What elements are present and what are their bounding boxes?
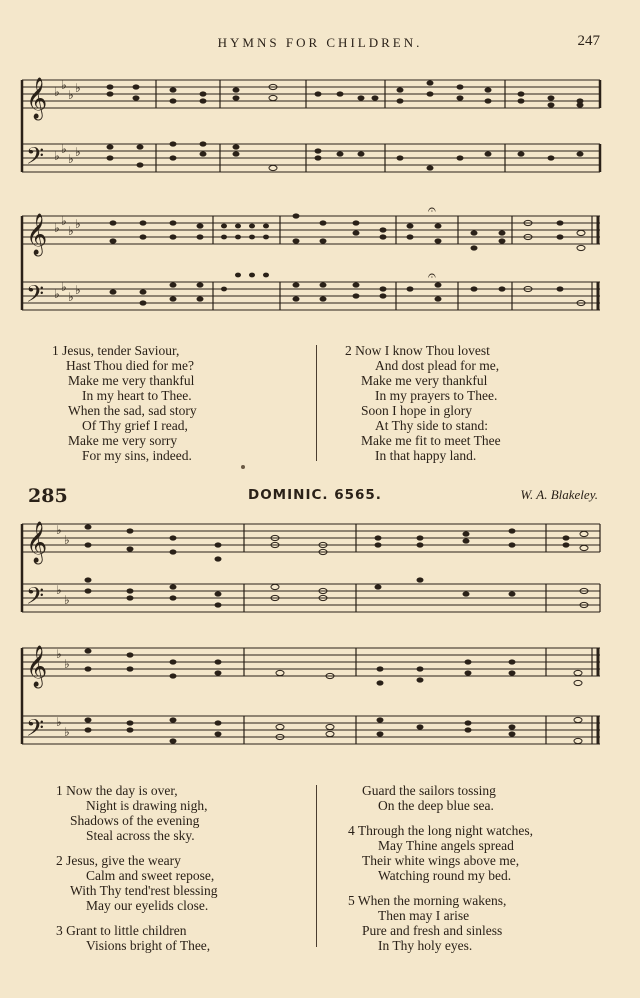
treble-staff	[22, 524, 600, 552]
bass-staff	[22, 716, 600, 744]
verse-number: 3	[56, 923, 63, 938]
verse-line: Grant to little children	[66, 923, 187, 938]
verse-line: Shadows of the evening	[70, 813, 200, 828]
verse-line: When the morning wakens,	[357, 893, 507, 908]
stanza-4	[348, 823, 533, 883]
verse-line: With Thy tend'rest blessing	[70, 883, 218, 898]
column-divider	[316, 785, 317, 947]
svg-text:♭: ♭	[75, 145, 81, 159]
verse-line: Make me very thankful	[361, 373, 488, 388]
verse-line: Jesus, tender Saviour,	[62, 343, 180, 358]
verse-line: At Thy side to stand:	[375, 418, 488, 433]
svg-text:♭: ♭	[64, 657, 70, 671]
verse-line: Hast Thou died for me?	[66, 358, 194, 373]
verse-line: Through the long night watches,	[357, 823, 533, 838]
notes	[85, 524, 589, 607]
tune-name: DOMINIC. 6565.	[248, 487, 382, 503]
key-signature	[56, 647, 70, 739]
verse-line: And dost plead for me,	[375, 358, 500, 373]
verse-line: Make me very thankful	[68, 373, 195, 388]
verse-line: In that happy land.	[375, 448, 477, 463]
fermata-icon: 𝄐	[428, 268, 436, 284]
notes	[85, 648, 583, 743]
verse-line: Night is drawing nigh,	[86, 798, 208, 813]
verse-line: Jesus, give the weary	[66, 853, 181, 868]
bass-staff	[22, 282, 600, 310]
bass-clef-icon: 𝄢	[26, 582, 45, 615]
svg-text:♭: ♭	[75, 217, 81, 231]
svg-text:♭: ♭	[75, 283, 81, 297]
verse-2	[345, 343, 501, 463]
bass-staff	[22, 584, 600, 612]
svg-text:♭: ♭	[68, 88, 74, 102]
verse-line: Now the day is over,	[66, 783, 178, 798]
music-system-3	[18, 510, 608, 620]
verse-line: Of Thy grief I read,	[82, 418, 188, 433]
svg-text:♭: ♭	[56, 523, 62, 537]
verse-line: In my heart to Thee.	[82, 388, 192, 403]
treble-clef-icon: 𝄞	[26, 522, 48, 563]
svg-text:♭: ♭	[64, 593, 70, 607]
svg-text:♭: ♭	[56, 647, 62, 661]
verse-line: May our eyelids close.	[86, 898, 209, 913]
bass-clef-icon: 𝄢	[26, 280, 45, 313]
hymn-number: 285	[28, 485, 68, 507]
verse-line: Calm and sweet repose,	[86, 868, 215, 883]
svg-text:♭: ♭	[56, 583, 62, 597]
running-title: HYMNS FOR CHILDREN.	[217, 35, 423, 50]
column-divider	[316, 345, 317, 461]
verse-line: Guard the sailors tossing	[362, 783, 496, 798]
svg-text:♭: ♭	[56, 715, 62, 729]
svg-text:♭: ♭	[61, 142, 67, 156]
hymn-285-header	[0, 487, 640, 507]
svg-text:♭: ♭	[61, 78, 67, 92]
key-signature	[54, 214, 81, 304]
verse-line: Soon I hope in glory	[361, 403, 472, 418]
composer: W. A. Blakeley.	[520, 487, 598, 502]
verse-line: Pure and fresh and sinless	[362, 923, 503, 938]
verse-number: 1	[56, 783, 63, 798]
verse-line: Then may I arise	[378, 908, 470, 923]
svg-text:♭: ♭	[54, 221, 60, 235]
hymn-285-left-column	[56, 783, 218, 963]
bass-clef-icon: 𝄢	[26, 142, 45, 175]
key-signature	[56, 523, 70, 607]
verse-number: 4	[348, 823, 355, 838]
stanza-2	[56, 853, 218, 913]
verse-line: Their white wings above me,	[362, 853, 520, 868]
fermata-icon: 𝄐	[428, 202, 436, 218]
verse-line: Now I know Thou lovest	[355, 343, 490, 358]
music-system-1	[18, 68, 608, 186]
svg-text:♭: ♭	[61, 214, 67, 228]
key-signature	[54, 78, 81, 166]
music-system-4	[18, 632, 608, 752]
verse-number: 5	[348, 893, 355, 908]
svg-text:♭: ♭	[75, 81, 81, 95]
verse-line: On the deep blue sea.	[378, 798, 494, 813]
stanza-1	[56, 783, 218, 843]
svg-text:♭: ♭	[64, 533, 70, 547]
svg-text:♭: ♭	[64, 725, 70, 739]
stanza-3	[56, 923, 218, 953]
verse-line: When the sad, sad story	[68, 403, 197, 418]
verse-line: Make me fit to meet Thee	[361, 433, 501, 448]
notes	[110, 213, 586, 305]
page-number: 247	[577, 33, 600, 49]
stanza-3-continued	[348, 783, 533, 813]
verse-number: 1	[52, 343, 59, 358]
verse-line: Steal across the sky.	[86, 828, 195, 843]
svg-text:♭: ♭	[54, 149, 60, 163]
svg-text:♭: ♭	[68, 224, 74, 238]
verse-line: Visions bright of Thee,	[86, 938, 211, 953]
treble-staff	[22, 216, 600, 244]
svg-text:♭: ♭	[54, 85, 60, 99]
verse-line: For my sins, indeed.	[82, 448, 192, 463]
verse-number: 2	[56, 853, 63, 868]
treble-clef-icon: 𝄞	[26, 646, 48, 687]
verse-line: Watching round my bed.	[378, 868, 512, 883]
treble-clef-icon: 𝄞	[26, 214, 48, 255]
verse-line: May Thine angels spread	[378, 838, 514, 853]
hymn-285-right-column	[348, 783, 533, 963]
svg-text:♭: ♭	[61, 280, 67, 294]
verse-line: In my prayers to Thee.	[375, 388, 498, 403]
verse-number: 2	[345, 343, 352, 358]
music-system-2	[18, 200, 608, 320]
treble-clef-icon: 𝄞	[26, 78, 48, 119]
svg-text:♭: ♭	[68, 290, 74, 304]
decorative-dot	[241, 465, 245, 469]
svg-text:♭: ♭	[54, 287, 60, 301]
verse-1	[52, 343, 197, 463]
bass-clef-icon: 𝄢	[26, 714, 45, 747]
verse-line: In Thy holy eyes.	[378, 938, 473, 953]
stanza-5	[348, 893, 533, 953]
svg-text:♭: ♭	[68, 152, 74, 166]
verse-line: Make me very sorry	[68, 433, 178, 448]
